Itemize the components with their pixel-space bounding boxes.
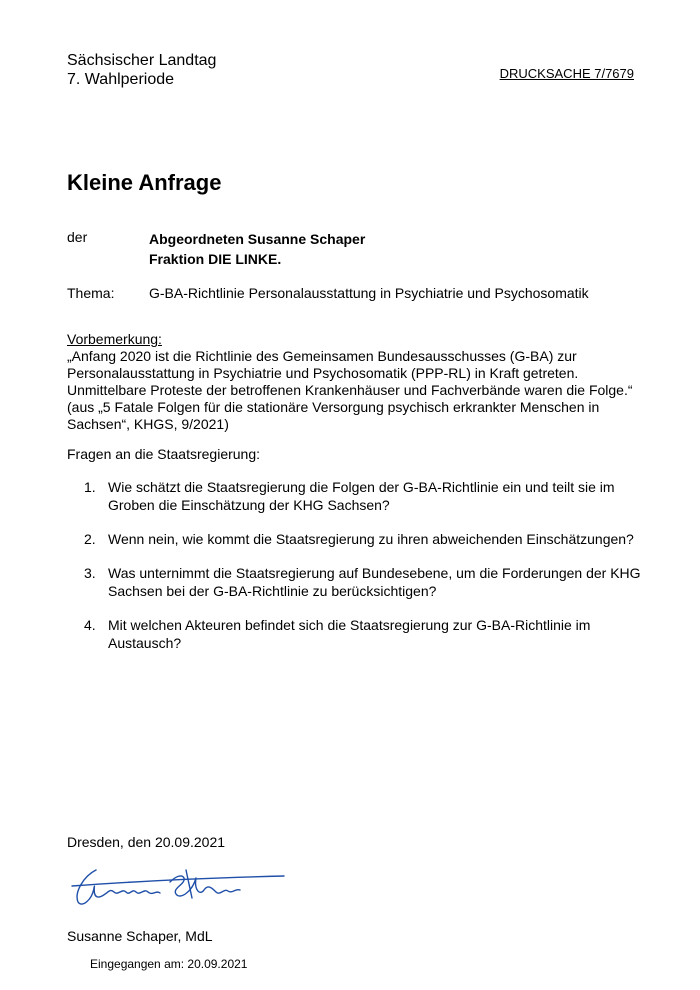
vorbemerkung-section xyxy=(67,331,647,433)
question-item xyxy=(84,530,654,548)
question-number: 1. xyxy=(84,479,96,495)
question-item xyxy=(84,478,654,514)
header-institution-block xyxy=(67,51,216,89)
question-line: Wenn nein, wie kommt die Staatsregierung zu ihren abweichenden Einschätzungen? xyxy=(108,531,634,547)
vorbemerkung-line: (aus „5 Fatale Folgen für die stationäre Versorgung psychisch erkrankter Menschen in xyxy=(67,399,600,415)
question-line: Wie schätzt die Staatsregierung die Folgen der G-BA-Richtlinie ein und teilt sie im xyxy=(108,479,615,495)
document-title: Kleine Anfrage xyxy=(67,170,222,195)
vorbemerkung-heading: Vorbemerkung: xyxy=(67,331,162,347)
question-text xyxy=(108,616,654,652)
thema-label: Thema: xyxy=(67,285,115,301)
question-item xyxy=(84,616,654,652)
author-faction: Fraktion DIE LINKE. xyxy=(149,251,282,267)
vorbemerkung-line: Sachsen“, KHGS, 9/2021) xyxy=(67,416,229,432)
question-line: Sachsen bei der G-BA-Richtlinie zu berücksichtigen? xyxy=(108,583,437,599)
institution-name: Sächsischer Landtag xyxy=(67,52,217,69)
date-line: Dresden, den 20.09.2021 xyxy=(67,834,226,850)
drucksache-number: DRUCKSACHE 7/7679 xyxy=(499,66,634,81)
question-text xyxy=(108,564,654,600)
question-line: Mit welchen Akteuren befindet sich die Staatsregierung zur G-BA-Richtlinie im xyxy=(108,617,591,633)
author-name: Abgeordneten Susanne Schaper xyxy=(149,231,366,247)
legislative-period: 7. Wahlperiode xyxy=(67,71,175,88)
question-line: Austausch? xyxy=(108,635,182,651)
question-number: 3. xyxy=(84,565,96,581)
question-number: 4. xyxy=(84,617,96,633)
received-date: Eingegangen am: 20.09.2021 xyxy=(90,957,248,971)
thema-text: G-BA-Richtlinie Personalausstattung in Psychiatrie und Psychosomatik xyxy=(149,285,589,301)
vorbemerkung-line: Unmittelbare Proteste der betroffenen Krankenhäuser und Fachverbände waren die Folge.“ xyxy=(67,382,633,398)
question-line: Was unternimmt die Staatsregierung auf Bundesebene, um die Forderungen der KHG xyxy=(108,565,641,581)
author-block xyxy=(149,229,365,269)
questions-list xyxy=(84,478,654,668)
author-label: der xyxy=(67,229,88,245)
fragen-intro: Fragen an die Staatsregierung: xyxy=(67,446,261,462)
handwritten-signature xyxy=(66,858,296,916)
signer-name: Susanne Schaper, MdL xyxy=(67,928,213,944)
question-number: 2. xyxy=(84,531,96,547)
question-text xyxy=(108,478,654,514)
question-item xyxy=(84,564,654,600)
vorbemerkung-line: „Anfang 2020 ist die Richtlinie des Gemeinsamen Bundesausschusses (G-BA) zur xyxy=(67,348,577,364)
question-line: Groben die Einschätzung der KHG Sachsen? xyxy=(108,497,390,513)
question-text xyxy=(108,530,654,548)
vorbemerkung-line: Personalausstattung in Psychiatrie und Psychosomatik (PPP-RL) in Kraft getreten. xyxy=(67,365,579,381)
